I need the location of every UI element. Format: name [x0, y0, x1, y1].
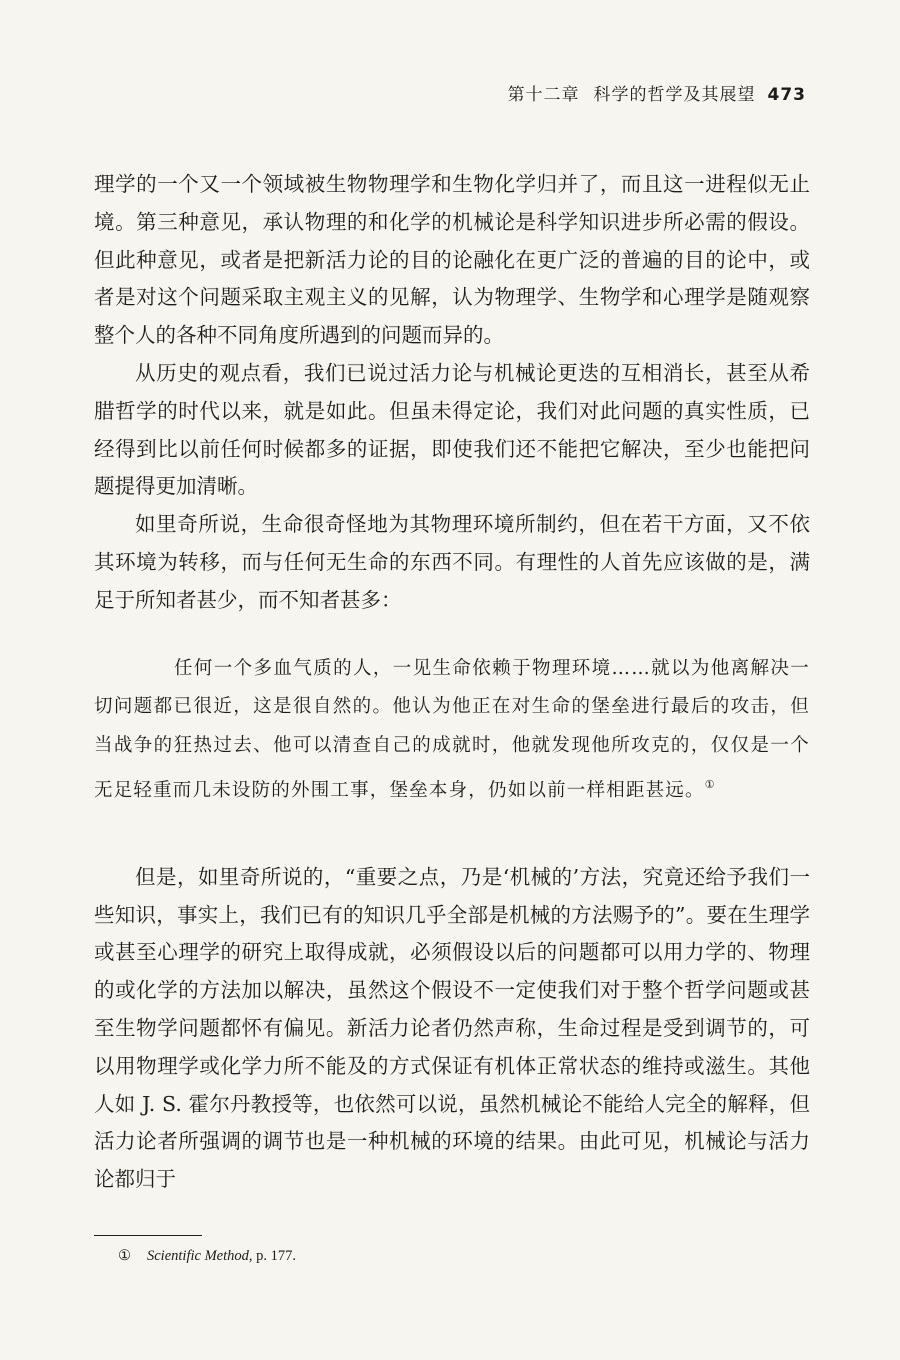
footnote-divider	[94, 1235, 202, 1236]
paragraph-2: 从历史的观点看，我们已说过活力论与机械论更迭的互相消长，甚至从希腊哲学的时代以来，就是如此。但虽未得定论，我们对此问题的真实性质，已经得到比以前任何时候都多的证据，即使我们还不能把它解决，至少也能把问题提得更加清晰。	[94, 360, 810, 499]
block-quote	[94, 650, 810, 811]
footnote-mark: ①	[118, 1248, 131, 1264]
main-text	[94, 166, 810, 1199]
paragraph-3: 如里奇所说，生命很奇怪地为其物理环境所制约，但在若干方面，又不依其环境为转移，而与任何无生命的东西不同。有理性的人首先应该做的是，满足于所知者甚少，而不知者甚多：	[94, 512, 810, 612]
footnote	[118, 1248, 296, 1265]
footnote-page: , p. 177.	[248, 1248, 296, 1264]
footnote-ref: ①	[704, 777, 715, 791]
page-number: 473	[767, 85, 806, 105]
chapter-title: 科学的哲学及其展望	[593, 85, 756, 105]
running-header	[508, 80, 807, 105]
footnote-source-title: Scientific Method	[147, 1248, 249, 1264]
chapter-label: 第十二章	[507, 85, 580, 105]
paragraph-1: 理学的一个又一个领域被生物物理学和生物化学归并了，而且这一进程似无止境。第三种意见，承认物理的和化学的机械论是科学知识进步所必需的假设。但此种意见，或者是把新活力论的目的论融化在更广泛的普遍的目的论中，或者是对这个问题采取主观主义的见解，认为物理学、生物学和心理学是随观察整个人的各种不同角度所遇到的问题而异的。	[94, 172, 810, 348]
paragraph-4: 但是，如里奇所说的，“重要之点，乃是‘机械的’方法，究竟还给予我们一些知识，事实上，我们已有的知识几乎全部是机械的方法赐予的”。要在生理学或甚至心理学的研究上取得成就，必须假设以后的问题都可以用力学的、物理的或化学的方法加以解决，虽然这个假设不一定使我们对于整个哲学问题或甚至生物学问题都怀有偏见。新活力论者仍然声称，生命过程是受到调节的，可以用物理学或化学力所不能及的方式保证有机体正常状态的维持或滋生。其他人如 J. S. 霍尔丹教授等，也依然可以说，虽然机械论不能给人完全的解释，但活力论者所强调的调节也是一种机械的环境的结果。由此可见，机械论与活力论都归于	[94, 864, 810, 1192]
quote-text: 任何一个多血气质的人，一见生命依赖于物理环境……就以为他离解决一切问题都已很近，这是很自然的。他认为他正在对生命的堡垒进行最后的攻击，但当战争的狂热过去、他可以清查自己的成就时，他就发现他所攻克的，仅仅是一个无足轻重而几未设防的外围工事，堡垒本身，仍如以前一样相距甚远。	[94, 657, 810, 801]
